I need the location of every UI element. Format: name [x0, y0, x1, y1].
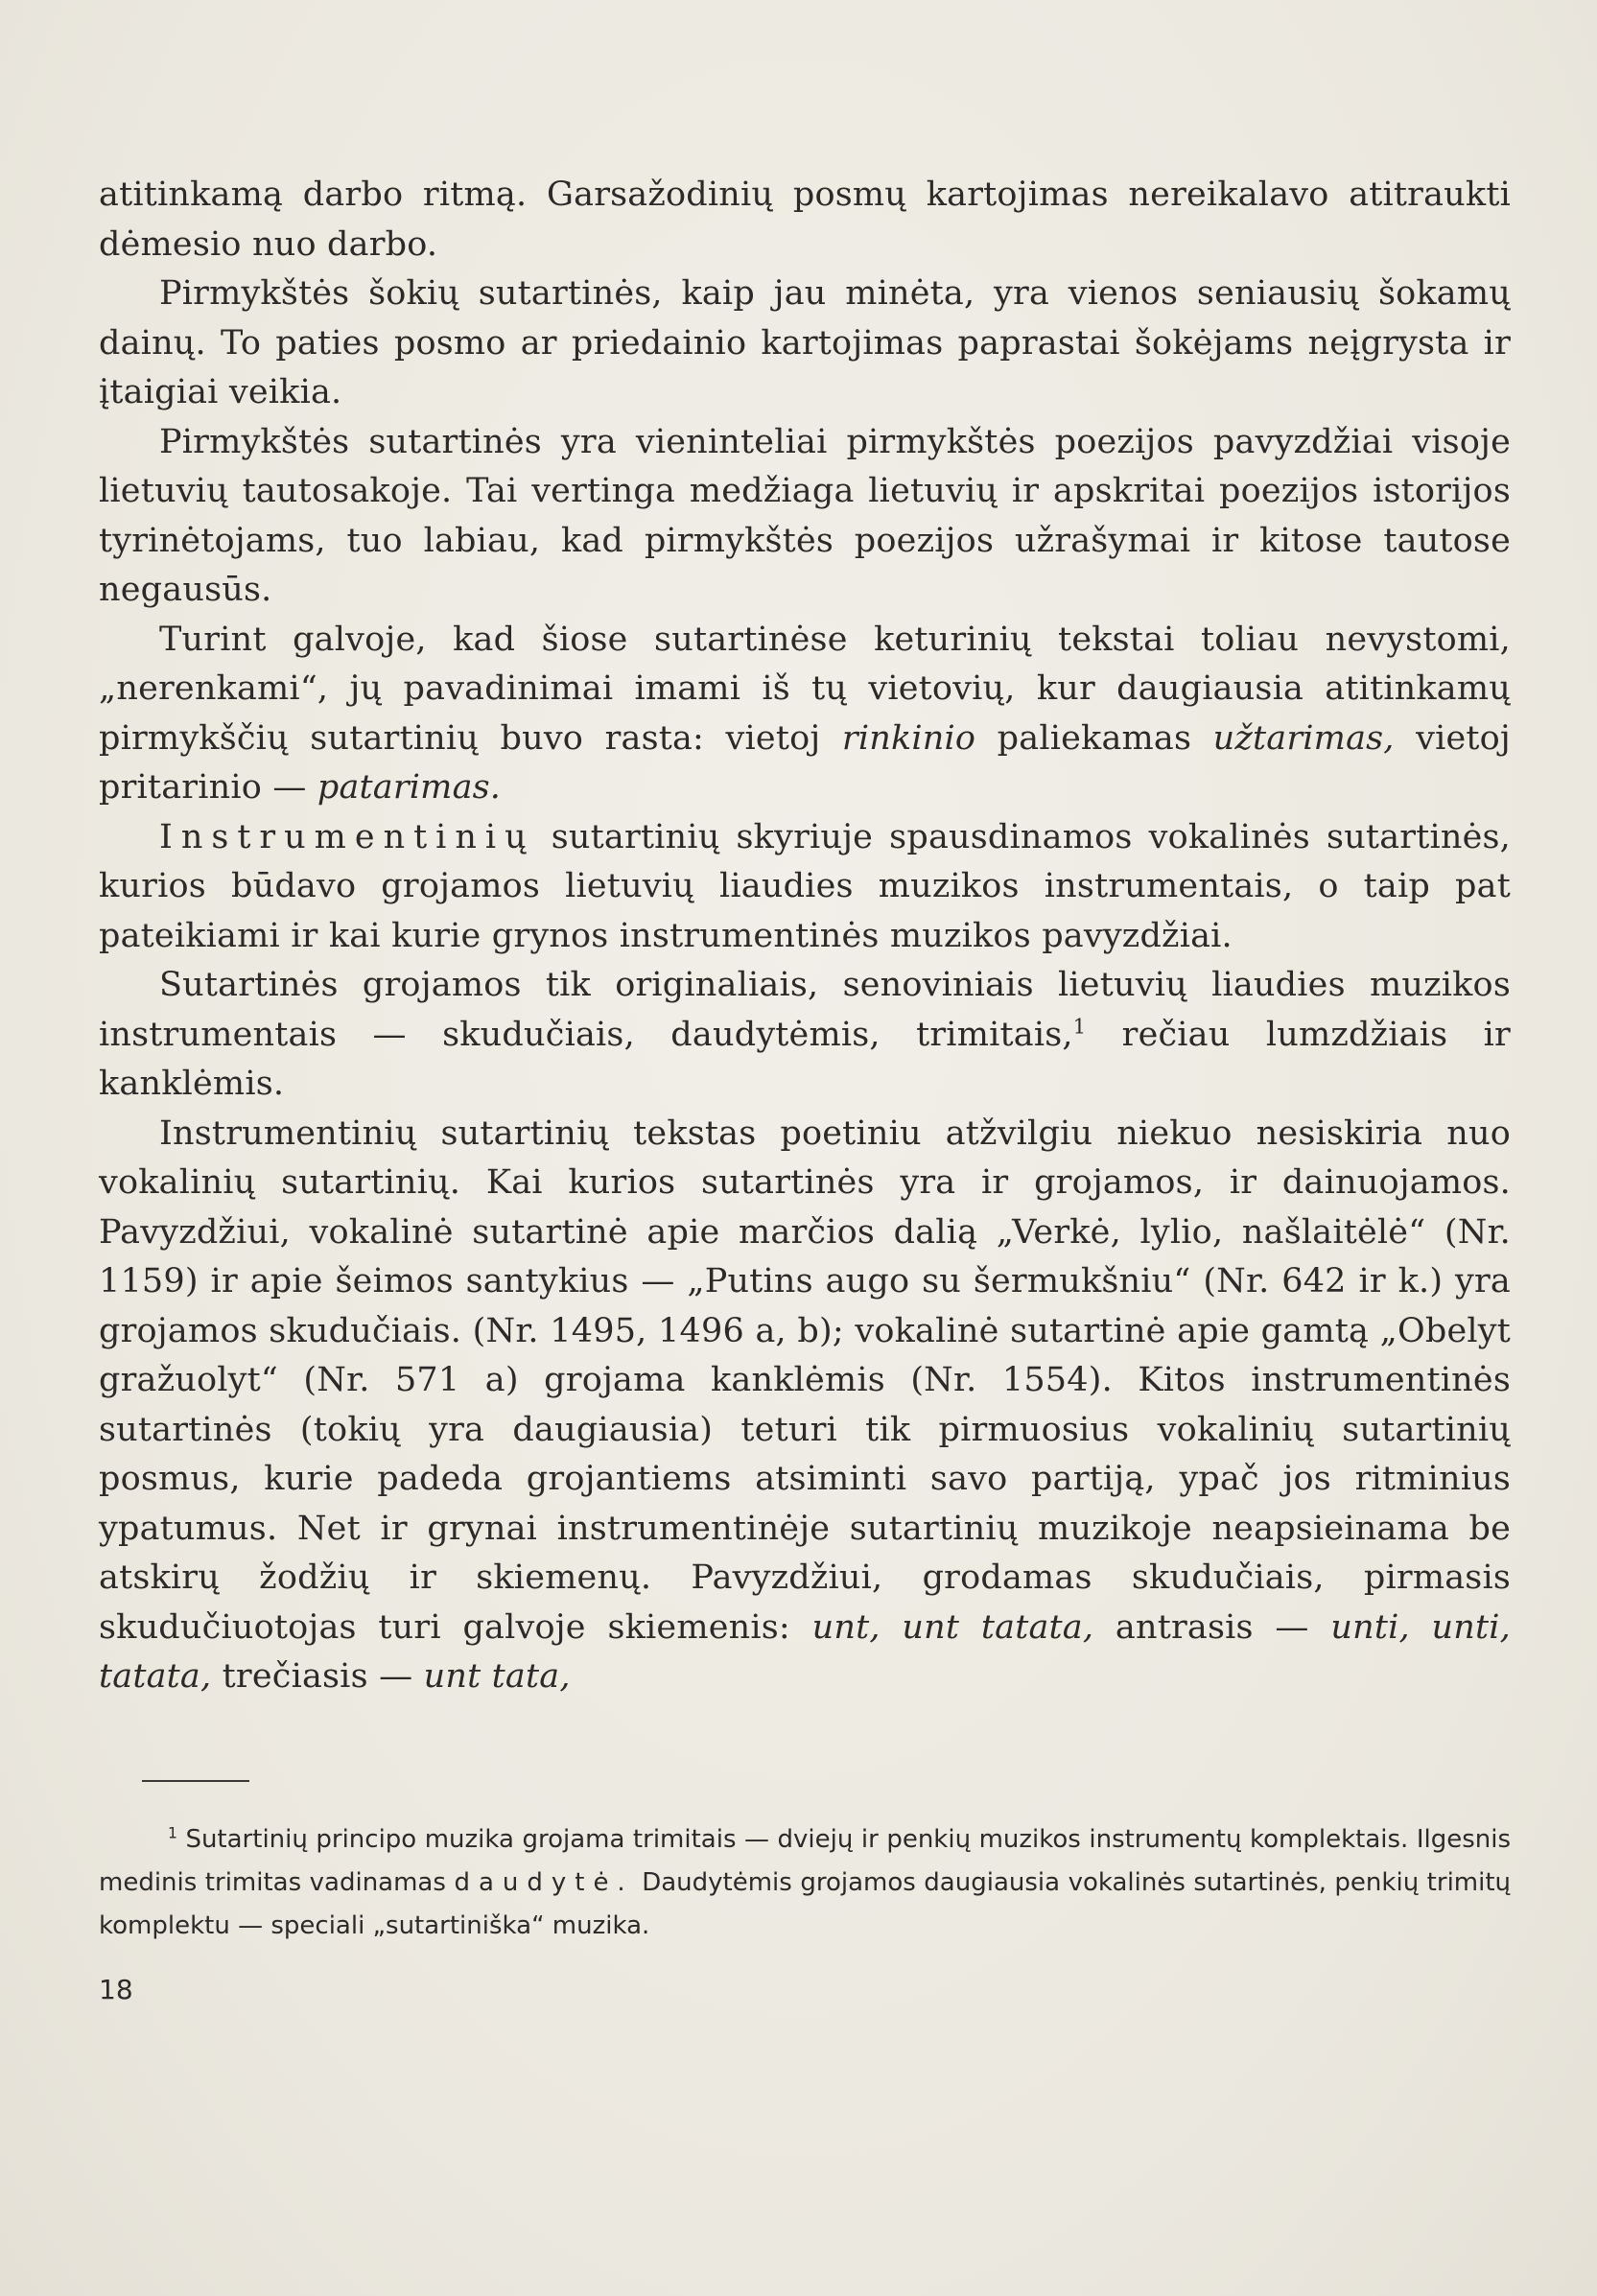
- text-run: Sutartinės grojamos tik originaliais, senoviniais lietuvių liaudies muzikos instrumentais — skudučiais, daudytėmis, trimitais,: [99, 966, 1511, 1054]
- italic-term: unt tata,: [423, 1657, 571, 1696]
- footnote-1: [99, 1818, 1511, 1948]
- text-run: rečiau lumzdžiais ir kanklėmis.: [99, 1015, 1511, 1103]
- text-run: vietoj pritarinio —: [99, 718, 1511, 807]
- italic-term: unt, unt tatata,: [811, 1607, 1094, 1647]
- text-run: Sutartinių principo muzika grojama trimitais — dviejų ir penkių muzikos instrumentų komplektais. Ilgesnis medinis trimitas vadinamas: [99, 1825, 1511, 1897]
- text-run: sutartinių skyriuje spausdinamos vokalinės sutartinės, kurios būdavo grojamos lietuvių liaudies muzikos instrumentais, o taip pat pateikiami ir kai kurie grynos instrumentinės muzikos pavyzdžiai.: [99, 817, 1511, 955]
- paragraph: [99, 616, 1511, 813]
- footnote-divider: [142, 1780, 249, 1782]
- spaced-term: daudytė.: [454, 1868, 634, 1897]
- text-run: Instrumentinių sutartinių tekstas poetiniu atžvilgiu niekuo nesiskiria nuo vokalinių sutartinių. Kai kurios sutartinės yra ir grojamos, ir dainuojamos. Pavyzdžiui, vokalinė sutartinė apie marčios dalią „Verkė, lylio, našlaitėlė“ (Nr. 1159) ir apie šeimos santykius — „Putins augo su šermukšniu“ (Nr. 642 ir k.) yra grojamos skudučiais. (Nr. 1495, 1496 a, b); vokalinė sutartinė apie gamtą „Obelyt gražuolyt“ (Nr. 571 a) grojama kanklėmis (Nr. 1554). Kitos instrumentinės sutartinės (tokių yra daugiausia) teturi tik pirmuosius vokalinių sutartinių posmus, kurie padeda grojantiems atsiminti savo partiją, ypač jos ritminius ypatumus. Net ir grynai instrumentinėje sutartinių muzikoje neapsieinama be atskirų žodžių ir skiemenų. Pavyzdžiui, grodamas skudučiais, pirmasis skudučiuotojas turi galvoje skiemenis:: [99, 1113, 1511, 1647]
- spaced-term: Instrumentinių: [159, 817, 535, 856]
- footnote-marker: 1: [168, 1824, 177, 1842]
- main-text: [99, 171, 1511, 1702]
- text-run: trečiasis —: [211, 1657, 424, 1696]
- paragraph: [99, 171, 1511, 269]
- text-run: antrasis —: [1093, 1607, 1331, 1647]
- text-run: Turint galvoje, kad šiose sutartinėse keturinių tekstai toliau nevystomi, „nerenkami“, jų pavadinimai imami iš tų vietovių, kur daugiausia atitinkamų pirmykščių sutartinių buvo rasta: vietoj: [99, 620, 1511, 758]
- paragraph: [99, 961, 1511, 1110]
- text-run: paliekamas: [975, 718, 1213, 758]
- paragraph: [99, 813, 1511, 962]
- text-run: atitinkamą darbo ritmą. Garsažodinių posmų kartojimas nereikalavo atitraukti dėmesio nuo darbo.: [99, 176, 1511, 264]
- text-run: Pirmykštės šokių sutartinės, kaip jau minėta, yra vienos seniausių šokamų dainų. To paties posmo ar priedainio kartojimas paprastai šokėjams neįgrysta ir įtaigiai veikia.: [99, 274, 1511, 411]
- footnotes: [99, 1818, 1511, 1948]
- text-run: Pirmykštės sutartinės yra vieninteliai pirmykštės poezijos pavyzdžiai visoje lietuvių tautosakoje. Tai vertinga medžiaga lietuvių ir apskritai poezijos istorijos tyrinėtojams, tuo labiau, kad pirmykštės poezijos užrašymai ir kitose tautose negausūs.: [99, 422, 1511, 609]
- text-run: Daudytėmis grojamos daugiausia vokalinės sutartinės, penkių trimitų komplektu — speciali „sutartiniška“ muzika.: [99, 1868, 1512, 1940]
- italic-term: užtarimas,: [1212, 718, 1395, 758]
- page-number: 18: [99, 1974, 133, 2005]
- paragraph: [99, 1110, 1511, 1702]
- italic-term: patarimas.: [317, 768, 502, 807]
- paragraph: [99, 418, 1511, 616]
- paragraph: [99, 269, 1511, 418]
- footnote-marker: 1: [1072, 1014, 1087, 1038]
- italic-term: rinkinio: [841, 718, 976, 758]
- italic-term: unti, unti, tatata,: [99, 1607, 1511, 1696]
